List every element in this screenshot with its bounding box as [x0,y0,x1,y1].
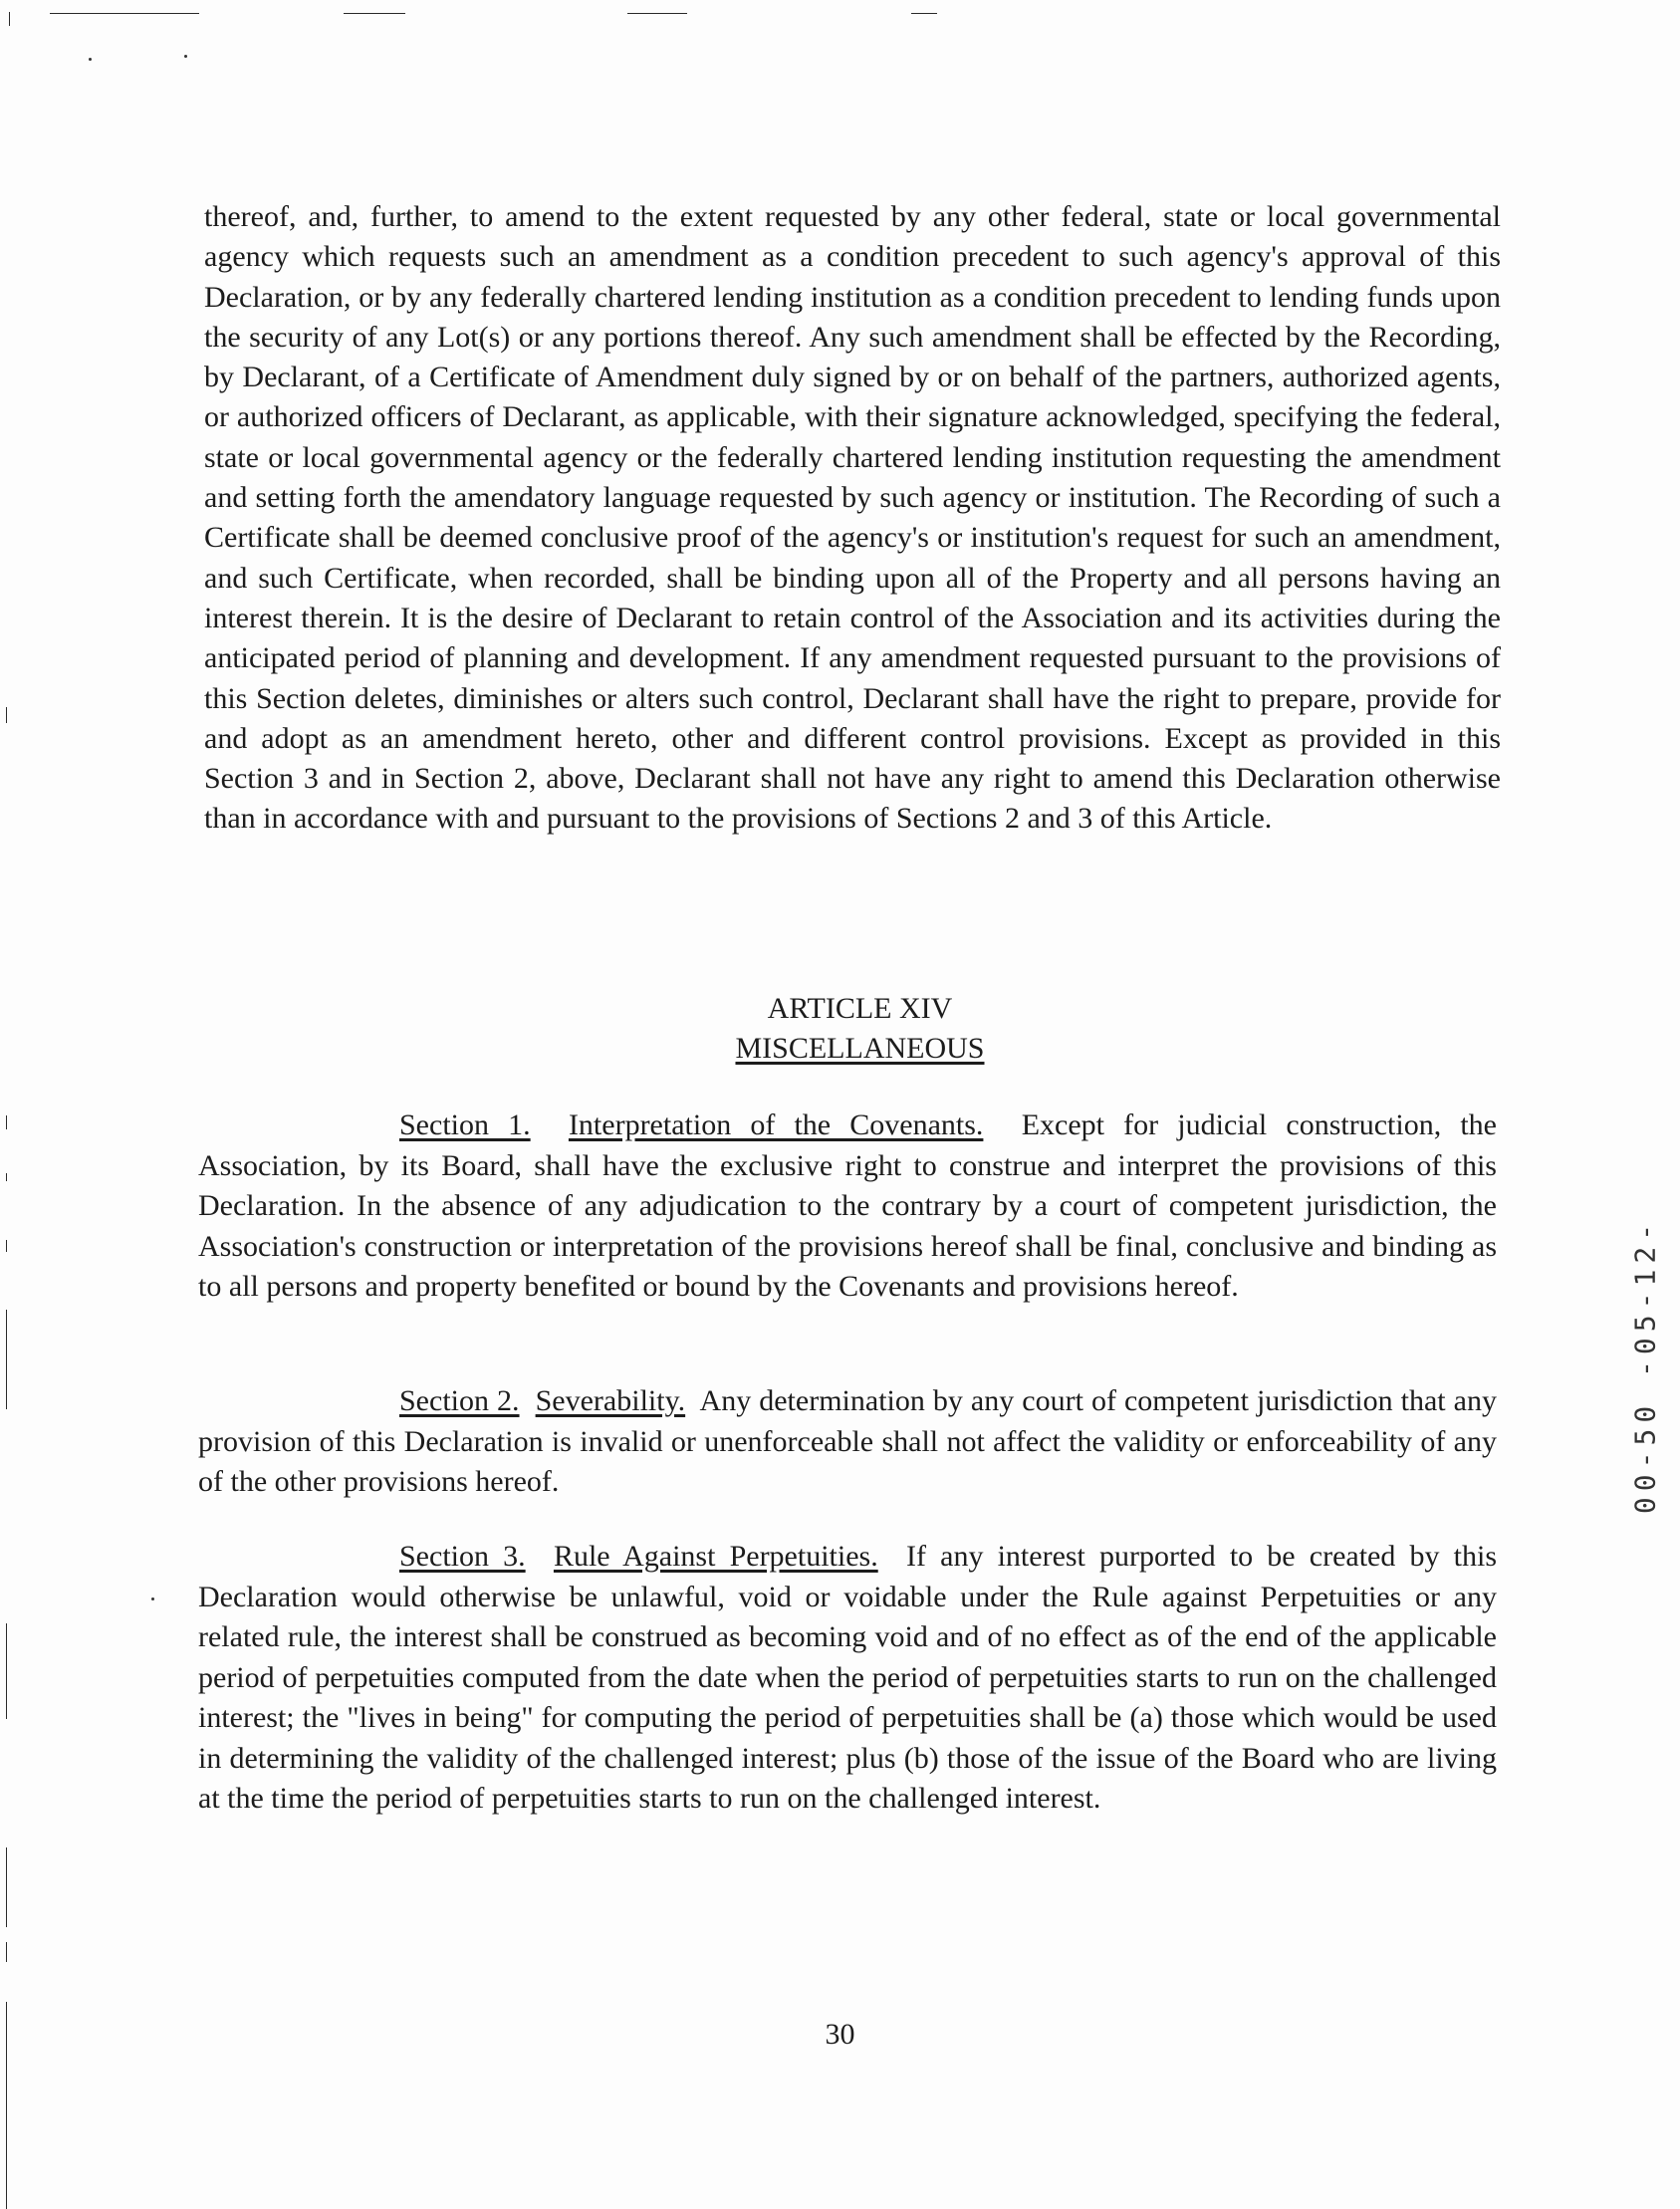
scan-speck-1 [89,58,92,61]
article-number: ARTICLE XIV [767,992,953,1025]
section-2-number: Section 2. [399,1384,520,1417]
section-2-title: Severability. [535,1384,686,1417]
section-2-body: Any determination by any court of competent jurisdiction that any provision of this Declaration is invalid or unenforceable shall not affect the validity or enforceability of any of the other provisions hereof. [198,1384,1497,1498]
section-1-title: Interpretation of the Covenants. [568,1108,984,1141]
recording-stamp-text: 00-50 -05-12- [1628,1217,1662,1515]
section-3-number: Section 3. [399,1540,526,1573]
section-3 [198,1537,1497,1820]
scan-speck-2 [184,55,187,58]
section-2 [198,1381,1497,1503]
scan-artifact-top-1 [50,13,199,14]
scan-artifact-edge-6 [6,1310,7,1409]
article-title: MISCELLANEOUS [735,1032,985,1065]
section-1-number: Section 1. [399,1108,531,1141]
scan-artifact-top-3 [627,13,687,14]
scan-artifact-edge-2 [6,707,7,723]
scan-artifact-top-4 [911,13,937,14]
scan-artifact-edge-8 [6,1847,7,1927]
section-3-body: If any interest purported to be created by this Declaration would otherwise be unlawful, void or voidable under the Rule against Perpetuities or any related rule, the interest shall be construed as becoming void and of no effect as of the end of the applicable period of perpetuities computed from the date when the period of perpetuities starts to run on the challenged interest; the "lives in being" for computing the period of perpetuities shall be (a) those which would be used in determining the validity of the challenged interest; plus (b) those of the issue of the Board who are living at the time the period of perpetuities starts to run on the challenged interest. [198,1540,1497,1815]
recording-stamp [1625,1175,1662,1554]
scan-artifact-edge-7 [6,1623,7,1719]
scan-speck-3 [151,1597,154,1600]
scan-artifact-edge-9 [6,1942,7,1962]
scan-artifact-edge-4 [6,1173,7,1181]
section-1 [198,1105,1497,1308]
page-number: 30 [825,2018,855,2051]
continued-paragraph: thereof, and, further, to amend to the extent requested by any other federal, state or local governmental agency which requests such an amendment as a condition precedent to such agency's approval of this Declaration, or by any federally chartered lending institution as a condition precedent to lending funds upon the security of any Lot(s) or any portions thereof. Any such amendment shall be effected by the Recording, by Declarant, of a Certificate of Amendment duly signed by or on behalf of the partners, authorized agents, or authorized officers of Declarant, as applicable, with their signature acknowledged, specifying the federal, state or local governmental agency or the federally chartered lending institution requesting the amendment and setting forth the amendatory language requested by such agency or institution. The Recording of such a Certificate shall be deemed conclusive proof of the agency's or institution's request for such an amendment, and such Certificate, when recorded, shall be binding upon all of the Property and all persons having an interest therein. It is the desire of Declarant to retain control of the Association and its activities during the anticipated period of planning and development. If any amendment requested pursuant to the provisions of this Section deletes, diminishes or alters such control, Declarant shall have the right to prepare, provide for and adopt as an amendment hereto, other and different control provisions. Except as provided in this Section 3 and in Section 2, above, Declarant shall not have any right to amend this Declaration otherwise than in accordance with and pursuant to the provisions of Sections 2 and 3 of this Article. [204,200,1501,836]
section-3-title: Rule Against Perpetuities. [553,1540,878,1573]
scan-artifact-edge-5 [6,1240,7,1252]
section-1-body: Except for judicial construction, the Association, by its Board, shall have the exclusive right to construe and interpret the provisions of this Declaration. In the absence of any adjudication to the contrary by a court of competent jurisdiction, the Association's construction or interpretation of the provisions hereof shall be final, conclusive and binding as to all persons and property benefited or bound by the Covenants and provisions hereof. [198,1108,1497,1303]
scan-artifact-edge-1 [9,12,10,26]
scan-artifact-top-2 [344,13,405,14]
scan-artifact-edge-3 [6,1115,7,1129]
